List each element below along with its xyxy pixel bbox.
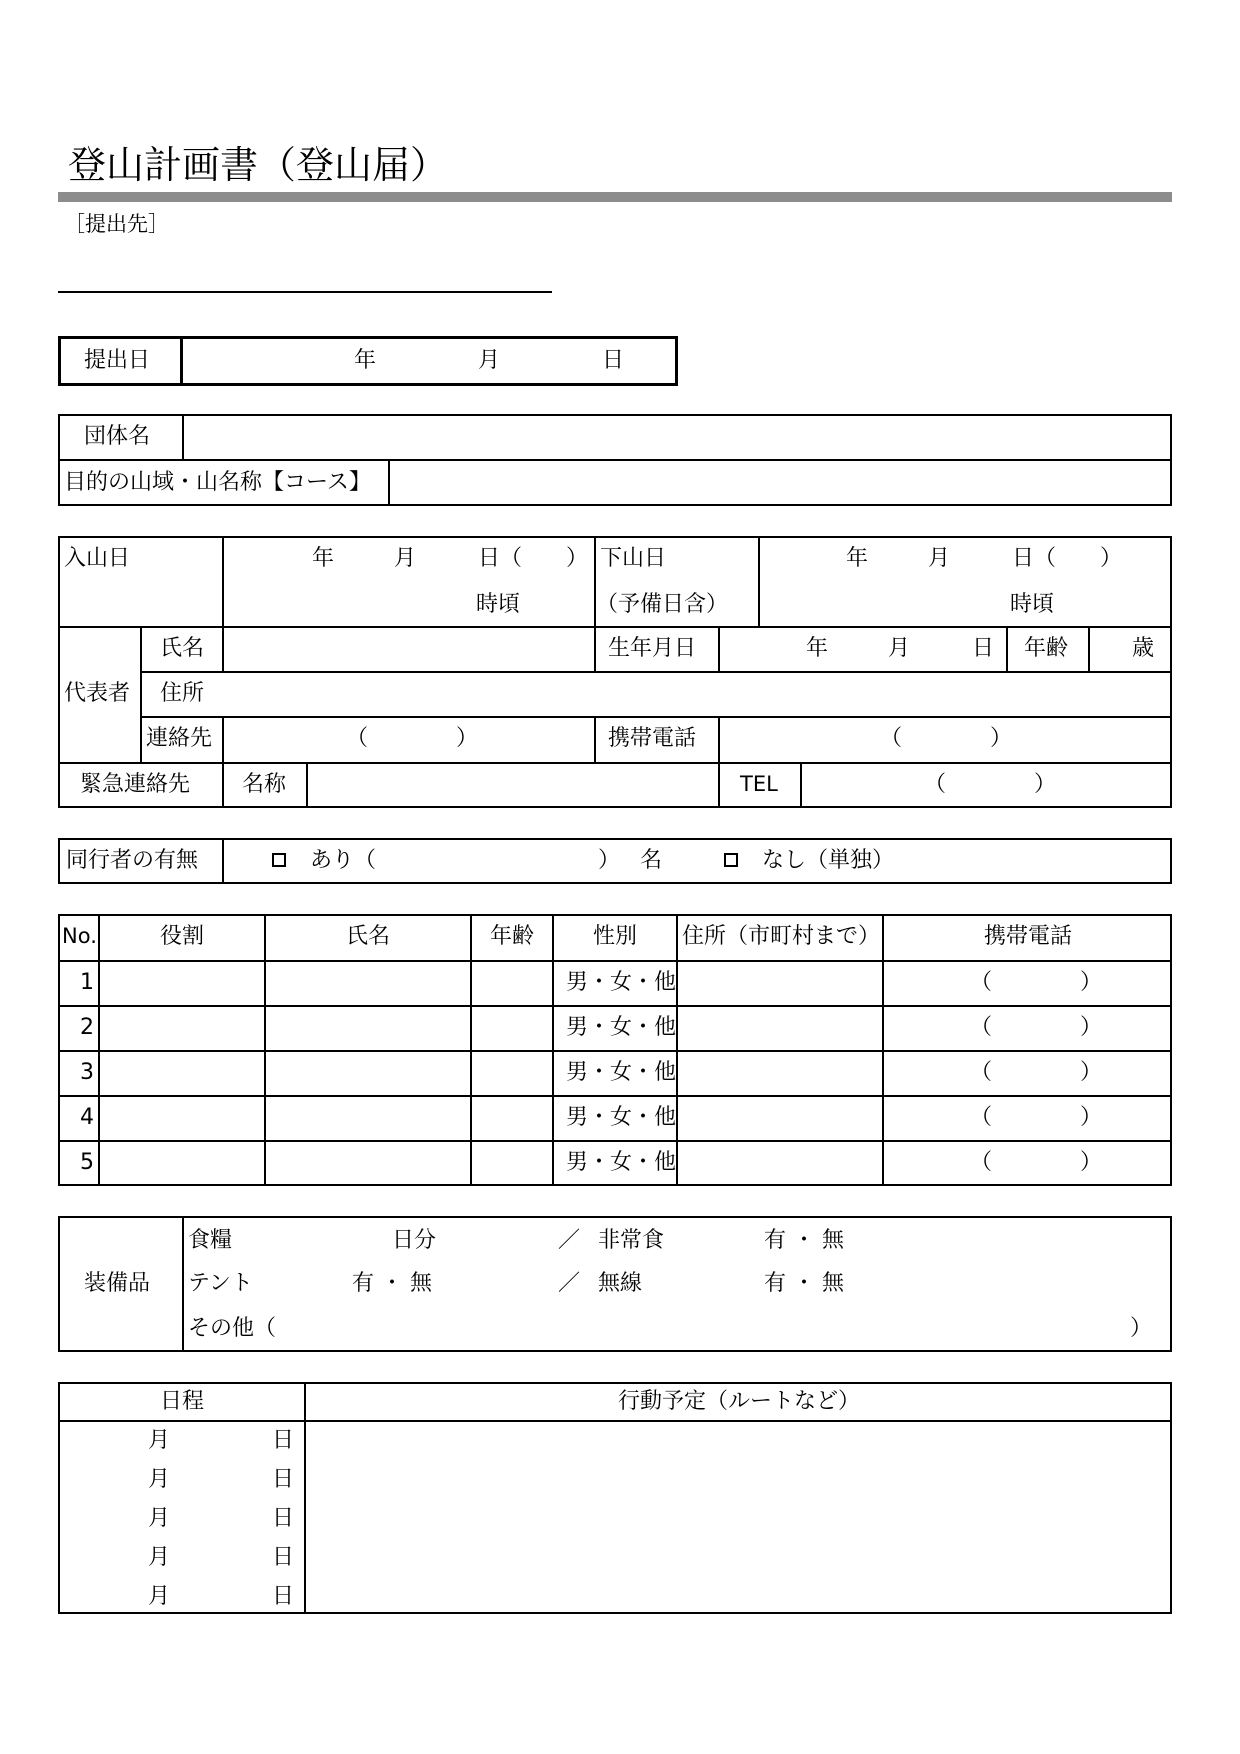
companions-yes-checkbox[interactable] — [272, 853, 286, 867]
address-field[interactable] — [224, 673, 1170, 715]
members-header-gender: 性別 — [592, 924, 637, 949]
contact-label: 連絡先 — [146, 726, 213, 751]
emergency-food-label: 非常食 — [598, 1228, 665, 1253]
companions-label: 同行者の有無 — [66, 848, 199, 873]
other-close: ） — [1130, 1316, 1153, 1341]
page-title: 登山計画書（登山届） — [68, 143, 449, 187]
divider — [758, 536, 760, 626]
itinerary-month[interactable]: 月 — [148, 1428, 171, 1453]
member-row-no: 1 — [80, 970, 94, 995]
tent-yes-no[interactable]: 有 ・ 無 — [352, 1271, 432, 1296]
divider — [182, 1216, 184, 1352]
leader-name-label: 氏名 — [160, 636, 205, 661]
members-header-age: 年齢 — [489, 924, 534, 949]
other-field[interactable] — [276, 1310, 1126, 1348]
divider — [58, 1050, 1172, 1052]
itinerary-day[interactable]: 日 — [272, 1545, 295, 1570]
member-phone-field[interactable]: （ ） — [970, 1015, 1103, 1040]
slash: ／ — [558, 1228, 581, 1253]
itinerary-day[interactable]: 日 — [272, 1584, 295, 1609]
mountain-label: 目的の山域・山名称【コース】 — [64, 470, 371, 495]
divider — [594, 716, 596, 762]
members-header-name: 氏名 — [345, 924, 390, 949]
member-gender-options[interactable]: 男・女・他 — [566, 1150, 677, 1175]
leader-name-field[interactable] — [224, 628, 592, 670]
itinerary-plan-field[interactable] — [306, 1422, 1170, 1612]
equipment-label: 装備品 — [84, 1271, 151, 1296]
food-label: 食糧 — [188, 1228, 233, 1253]
companions-no-checkbox[interactable] — [724, 853, 738, 867]
enter-date-label: 入山日 — [64, 546, 131, 571]
divider — [222, 838, 224, 884]
emergency-label: 緊急連絡先 — [80, 772, 191, 797]
title-accent-bar — [58, 192, 1172, 202]
birth-year[interactable]: 年 — [806, 636, 829, 661]
submit-date-month[interactable]: 月 — [478, 348, 501, 373]
companions-no-label: なし（単独） — [762, 848, 895, 873]
submit-date-day[interactable]: 日 — [602, 348, 625, 373]
divider — [264, 914, 266, 1186]
divider — [222, 716, 224, 808]
divider — [1088, 626, 1090, 672]
itinerary-date-header: 日程 — [159, 1389, 204, 1414]
radio-yes-no[interactable]: 有 ・ 無 — [764, 1271, 844, 1296]
member-row-no: 2 — [80, 1015, 94, 1040]
group-name-field[interactable] — [184, 416, 1170, 458]
mobile-label: 携帯電話 — [608, 726, 697, 751]
itinerary-month[interactable]: 月 — [148, 1584, 171, 1609]
radio-label: 無線 — [598, 1271, 643, 1296]
emergency-name-label: 名称 — [242, 772, 287, 797]
itinerary-day[interactable]: 日 — [272, 1467, 295, 1492]
itinerary-month[interactable]: 月 — [148, 1545, 171, 1570]
divider — [58, 1095, 1172, 1097]
exit-day[interactable]: 日（ ） — [1012, 546, 1123, 571]
birth-day[interactable]: 日 — [972, 636, 995, 661]
companions-yes-label: あり（ — [310, 848, 377, 873]
itinerary-month[interactable]: 月 — [148, 1467, 171, 1492]
divider — [98, 914, 100, 1186]
tent-label: テント — [188, 1271, 253, 1296]
member-gender-options[interactable]: 男・女・他 — [566, 1015, 677, 1040]
emergency-tel-label: TEL — [740, 772, 778, 796]
exit-month[interactable]: 月 — [928, 546, 951, 571]
divider — [800, 762, 802, 808]
divider — [140, 626, 142, 762]
divider — [58, 960, 1172, 962]
divider — [140, 716, 1172, 718]
emergency-tel-field[interactable]: （ ） — [924, 772, 1057, 797]
member-phone-field[interactable]: （ ） — [970, 1105, 1103, 1130]
exit-date-sublabel: （予備日含） — [596, 592, 729, 617]
divider — [718, 716, 720, 808]
members-header-address: 住所（市町村まで） — [682, 924, 881, 949]
address-label: 住所 — [160, 681, 205, 706]
divider — [882, 914, 884, 1186]
companions-yes-close: ） — [598, 848, 621, 873]
emergency-name-field[interactable] — [308, 764, 716, 806]
members-header-mobile: 携帯電話 — [983, 924, 1072, 949]
contact-field[interactable]: （ ） — [346, 726, 479, 751]
slash: ／ — [558, 1271, 581, 1296]
member-row-no: 4 — [80, 1105, 94, 1130]
food-days[interactable]: 日分 — [392, 1228, 437, 1253]
divider — [552, 914, 554, 1186]
member-gender-options[interactable]: 男・女・他 — [566, 970, 677, 995]
emergency-food-yes-no[interactable]: 有 ・ 無 — [764, 1228, 844, 1253]
companions-count-label: 名 — [640, 848, 663, 873]
divider — [718, 626, 720, 672]
itinerary-plan-header: 行動予定（ルートなど） — [617, 1389, 860, 1414]
leader-label: 代表者 — [64, 681, 131, 706]
enter-month[interactable]: 月 — [394, 546, 417, 571]
itinerary-day[interactable]: 日 — [272, 1506, 295, 1531]
member-gender-options[interactable]: 男・女・他 — [566, 1060, 677, 1085]
exit-date-label: 下山日 — [600, 546, 667, 571]
itinerary-day[interactable]: 日 — [272, 1428, 295, 1453]
submit-to-label: ［提出先］ — [64, 212, 169, 236]
divider — [470, 914, 472, 1186]
member-row-no: 5 — [80, 1150, 94, 1175]
member-phone-field[interactable]: （ ） — [970, 970, 1103, 995]
member-phone-field[interactable]: （ ） — [970, 1150, 1103, 1175]
exit-time[interactable]: 時頃 — [1010, 592, 1055, 617]
member-phone-field[interactable]: （ ） — [970, 1060, 1103, 1085]
enter-day[interactable]: 日（ ） — [478, 546, 589, 571]
itinerary-month[interactable]: 月 — [148, 1506, 171, 1531]
members-header-no: No. — [62, 924, 97, 948]
divider — [58, 1005, 1172, 1007]
enter-year[interactable]: 年 — [312, 546, 335, 571]
submit-date-year[interactable]: 年 — [354, 348, 377, 373]
exit-year[interactable]: 年 — [846, 546, 869, 571]
divider — [1006, 626, 1008, 672]
member-gender-options[interactable]: 男・女・他 — [566, 1105, 677, 1130]
mountain-field[interactable] — [390, 461, 1170, 504]
other-label: その他（ — [188, 1316, 277, 1341]
divider — [180, 336, 183, 386]
member-row-no: 3 — [80, 1060, 94, 1085]
submit-date-label: 提出日 — [84, 348, 151, 373]
mobile-field[interactable]: （ ） — [880, 726, 1013, 751]
group-name-label: 団体名 — [84, 424, 151, 449]
birth-month[interactable]: 月 — [888, 636, 911, 661]
divider — [676, 914, 678, 1186]
submit-to-line[interactable] — [58, 291, 552, 293]
age-label: 年齢 — [1024, 636, 1069, 661]
age-suffix[interactable]: 歳 — [1132, 636, 1155, 661]
birth-date-label: 生年月日 — [608, 636, 697, 661]
enter-time[interactable]: 時頃 — [476, 592, 521, 617]
divider — [58, 1140, 1172, 1142]
members-header-role: 役割 — [159, 924, 204, 949]
